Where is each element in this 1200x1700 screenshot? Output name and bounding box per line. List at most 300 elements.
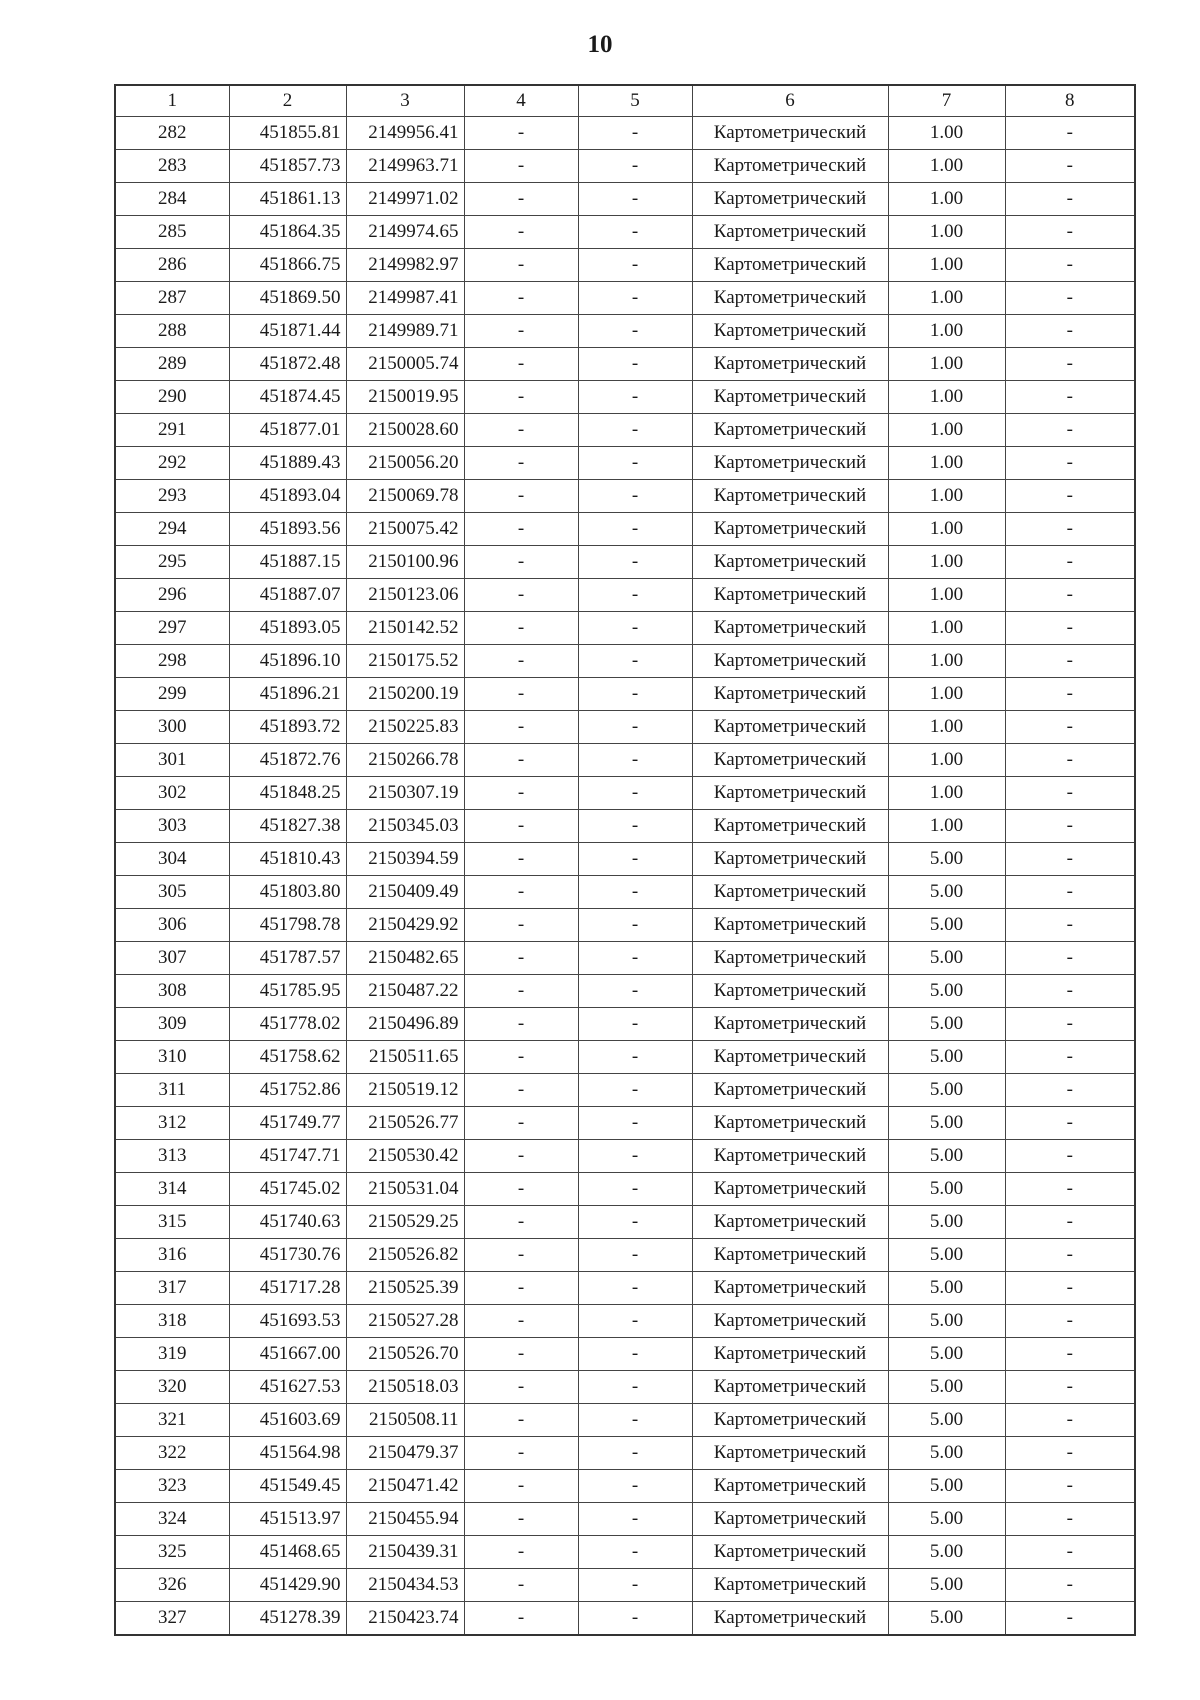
column-5-cell: - (578, 744, 692, 777)
point-number-cell: 324 (115, 1503, 229, 1536)
point-number-cell: 290 (115, 381, 229, 414)
accuracy-cell: 1.00 (888, 150, 1005, 183)
coordinate-x-cell: 451758.62 (229, 1041, 346, 1074)
point-number-cell: 303 (115, 810, 229, 843)
accuracy-cell: 1.00 (888, 810, 1005, 843)
method-cell: Картометрический (692, 1008, 888, 1041)
table-row (115, 1569, 1135, 1602)
point-number-cell: 312 (115, 1107, 229, 1140)
column-4-cell: - (464, 1008, 578, 1041)
accuracy-cell: 5.00 (888, 843, 1005, 876)
coordinate-y-cell: 2150225.83 (346, 711, 464, 744)
method-cell: Картометрический (692, 150, 888, 183)
point-number-cell: 326 (115, 1569, 229, 1602)
point-number-cell: 307 (115, 942, 229, 975)
header-cell: 1 (115, 85, 229, 117)
coordinate-y-cell: 2150526.77 (346, 1107, 464, 1140)
point-number-cell: 320 (115, 1371, 229, 1404)
table-row (115, 1470, 1135, 1503)
point-number-cell: 306 (115, 909, 229, 942)
column-5-cell: - (578, 1074, 692, 1107)
table-row (115, 1074, 1135, 1107)
method-cell: Картометрический (692, 777, 888, 810)
method-cell: Картометрический (692, 1569, 888, 1602)
column-5-cell: - (578, 678, 692, 711)
column-4-cell: - (464, 843, 578, 876)
point-number-cell: 317 (115, 1272, 229, 1305)
column-4-cell: - (464, 348, 578, 381)
column-8-cell: - (1005, 183, 1135, 216)
coordinate-y-cell: 2150345.03 (346, 810, 464, 843)
column-4-cell: - (464, 1602, 578, 1636)
method-cell: Картометрический (692, 1470, 888, 1503)
column-4-cell: - (464, 1140, 578, 1173)
column-8-cell: - (1005, 744, 1135, 777)
column-5-cell: - (578, 480, 692, 513)
column-4-cell: - (464, 1503, 578, 1536)
column-5-cell: - (578, 1437, 692, 1470)
accuracy-cell: 1.00 (888, 579, 1005, 612)
method-cell: Картометрический (692, 1536, 888, 1569)
table-row (115, 645, 1135, 678)
table-row (115, 216, 1135, 249)
column-5-cell: - (578, 1206, 692, 1239)
method-cell: Картометрический (692, 1239, 888, 1272)
method-cell: Картометрический (692, 1404, 888, 1437)
coordinate-y-cell: 2150423.74 (346, 1602, 464, 1636)
coordinate-y-cell: 2150028.60 (346, 414, 464, 447)
column-8-cell: - (1005, 348, 1135, 381)
coordinate-x-cell: 451857.73 (229, 150, 346, 183)
column-8-cell: - (1005, 546, 1135, 579)
table-row (115, 1602, 1135, 1636)
coordinate-y-cell: 2149974.65 (346, 216, 464, 249)
table-header-row (115, 85, 1135, 117)
accuracy-cell: 5.00 (888, 1272, 1005, 1305)
accuracy-cell: 1.00 (888, 480, 1005, 513)
column-5-cell: - (578, 381, 692, 414)
header-cell: 6 (692, 85, 888, 117)
coordinate-y-cell: 2150069.78 (346, 480, 464, 513)
coordinate-y-cell: 2149963.71 (346, 150, 464, 183)
coordinate-x-cell: 451745.02 (229, 1173, 346, 1206)
column-4-cell: - (464, 1239, 578, 1272)
accuracy-cell: 1.00 (888, 216, 1005, 249)
method-cell: Картометрический (692, 876, 888, 909)
column-8-cell: - (1005, 975, 1135, 1008)
column-4-cell: - (464, 249, 578, 282)
method-cell: Картометрический (692, 249, 888, 282)
method-cell: Картометрический (692, 282, 888, 315)
column-4-cell: - (464, 876, 578, 909)
column-5-cell: - (578, 348, 692, 381)
column-8-cell: - (1005, 249, 1135, 282)
coordinate-y-cell: 2149971.02 (346, 183, 464, 216)
method-cell: Картометрический (692, 810, 888, 843)
coordinate-y-cell: 2150496.89 (346, 1008, 464, 1041)
method-cell: Картометрический (692, 711, 888, 744)
table-row (115, 1239, 1135, 1272)
point-number-cell: 321 (115, 1404, 229, 1437)
column-8-cell: - (1005, 1173, 1135, 1206)
column-4-cell: - (464, 975, 578, 1008)
table-row (115, 1041, 1135, 1074)
point-number-cell: 291 (115, 414, 229, 447)
column-4-cell: - (464, 1338, 578, 1371)
column-4-cell: - (464, 513, 578, 546)
table-row (115, 711, 1135, 744)
column-8-cell: - (1005, 1437, 1135, 1470)
column-5-cell: - (578, 645, 692, 678)
column-4-cell: - (464, 1305, 578, 1338)
column-5-cell: - (578, 1008, 692, 1041)
accuracy-cell: 5.00 (888, 1239, 1005, 1272)
column-5-cell: - (578, 579, 692, 612)
method-cell: Картометрический (692, 381, 888, 414)
point-number-cell: 316 (115, 1239, 229, 1272)
column-5-cell: - (578, 942, 692, 975)
column-5-cell: - (578, 1602, 692, 1636)
column-4-cell: - (464, 645, 578, 678)
coordinate-y-cell: 2150511.65 (346, 1041, 464, 1074)
table-row (115, 315, 1135, 348)
column-8-cell: - (1005, 117, 1135, 150)
accuracy-cell: 1.00 (888, 777, 1005, 810)
column-4-cell: - (464, 1404, 578, 1437)
point-number-cell: 308 (115, 975, 229, 1008)
table-row (115, 546, 1135, 579)
accuracy-cell: 5.00 (888, 1041, 1005, 1074)
coordinate-y-cell: 2150200.19 (346, 678, 464, 711)
column-4-cell: - (464, 150, 578, 183)
method-cell: Картометрический (692, 744, 888, 777)
accuracy-cell: 1.00 (888, 348, 1005, 381)
coordinate-y-cell: 2150526.70 (346, 1338, 464, 1371)
column-8-cell: - (1005, 711, 1135, 744)
column-5-cell: - (578, 1470, 692, 1503)
accuracy-cell: 5.00 (888, 876, 1005, 909)
column-8-cell: - (1005, 843, 1135, 876)
accuracy-cell: 5.00 (888, 1470, 1005, 1503)
column-8-cell: - (1005, 810, 1135, 843)
header-cell: 7 (888, 85, 1005, 117)
coordinate-y-cell: 2150471.42 (346, 1470, 464, 1503)
coordinates-table (114, 84, 1136, 1636)
header-cell: 8 (1005, 85, 1135, 117)
point-number-cell: 322 (115, 1437, 229, 1470)
table-row (115, 1503, 1135, 1536)
coordinate-y-cell: 2150394.59 (346, 843, 464, 876)
column-4-cell: - (464, 1536, 578, 1569)
column-4-cell: - (464, 1206, 578, 1239)
column-4-cell: - (464, 942, 578, 975)
column-8-cell: - (1005, 1206, 1135, 1239)
column-4-cell: - (464, 1272, 578, 1305)
column-5-cell: - (578, 843, 692, 876)
accuracy-cell: 5.00 (888, 1140, 1005, 1173)
column-4-cell: - (464, 612, 578, 645)
coordinate-y-cell: 2150056.20 (346, 447, 464, 480)
coordinate-y-cell: 2149989.71 (346, 315, 464, 348)
column-5-cell: - (578, 1107, 692, 1140)
accuracy-cell: 1.00 (888, 249, 1005, 282)
coordinate-x-cell: 451827.38 (229, 810, 346, 843)
column-4-cell: - (464, 579, 578, 612)
point-number-cell: 304 (115, 843, 229, 876)
column-8-cell: - (1005, 1503, 1135, 1536)
coordinate-y-cell: 2150005.74 (346, 348, 464, 381)
column-8-cell: - (1005, 645, 1135, 678)
point-number-cell: 319 (115, 1338, 229, 1371)
table-row (115, 414, 1135, 447)
column-8-cell: - (1005, 381, 1135, 414)
header-cell: 2 (229, 85, 346, 117)
table-row (115, 249, 1135, 282)
method-cell: Картометрический (692, 1074, 888, 1107)
point-number-cell: 327 (115, 1602, 229, 1636)
accuracy-cell: 1.00 (888, 678, 1005, 711)
coordinate-y-cell: 2150409.49 (346, 876, 464, 909)
table-row (115, 1272, 1135, 1305)
accuracy-cell: 5.00 (888, 942, 1005, 975)
coordinate-x-cell: 451877.01 (229, 414, 346, 447)
table-row (115, 810, 1135, 843)
accuracy-cell: 5.00 (888, 1536, 1005, 1569)
accuracy-cell: 5.00 (888, 975, 1005, 1008)
column-5-cell: - (578, 1569, 692, 1602)
coordinate-y-cell: 2150019.95 (346, 381, 464, 414)
table-row (115, 447, 1135, 480)
column-5-cell: - (578, 447, 692, 480)
method-cell: Картометрический (692, 1503, 888, 1536)
accuracy-cell: 1.00 (888, 447, 1005, 480)
accuracy-cell: 5.00 (888, 1503, 1005, 1536)
coordinate-y-cell: 2150482.65 (346, 942, 464, 975)
column-8-cell: - (1005, 1140, 1135, 1173)
coordinate-x-cell: 451855.81 (229, 117, 346, 150)
coordinate-x-cell: 451872.76 (229, 744, 346, 777)
table-row (115, 1140, 1135, 1173)
method-cell: Картометрический (692, 1041, 888, 1074)
table-row (115, 1206, 1135, 1239)
point-number-cell: 285 (115, 216, 229, 249)
column-8-cell: - (1005, 1371, 1135, 1404)
accuracy-cell: 5.00 (888, 1338, 1005, 1371)
method-cell: Картометрический (692, 843, 888, 876)
method-cell: Картометрический (692, 216, 888, 249)
accuracy-cell: 5.00 (888, 1008, 1005, 1041)
accuracy-cell: 1.00 (888, 744, 1005, 777)
coordinate-x-cell: 451893.05 (229, 612, 346, 645)
accuracy-cell: 1.00 (888, 282, 1005, 315)
coordinate-y-cell: 2150508.11 (346, 1404, 464, 1437)
coordinate-y-cell: 2150100.96 (346, 546, 464, 579)
coordinate-y-cell: 2149956.41 (346, 117, 464, 150)
method-cell: Картометрический (692, 579, 888, 612)
column-5-cell: - (578, 414, 692, 447)
coordinate-x-cell: 451468.65 (229, 1536, 346, 1569)
column-5-cell: - (578, 249, 692, 282)
table-row (115, 282, 1135, 315)
column-8-cell: - (1005, 579, 1135, 612)
accuracy-cell: 5.00 (888, 1305, 1005, 1338)
column-4-cell: - (464, 1074, 578, 1107)
column-4-cell: - (464, 183, 578, 216)
point-number-cell: 299 (115, 678, 229, 711)
point-number-cell: 283 (115, 150, 229, 183)
coordinate-y-cell: 2150175.52 (346, 645, 464, 678)
method-cell: Картометрический (692, 645, 888, 678)
method-cell: Картометрический (692, 1206, 888, 1239)
coordinate-x-cell: 451803.80 (229, 876, 346, 909)
accuracy-cell: 1.00 (888, 645, 1005, 678)
method-cell: Картометрический (692, 1140, 888, 1173)
coordinate-x-cell: 451798.78 (229, 909, 346, 942)
column-8-cell: - (1005, 282, 1135, 315)
column-4-cell: - (464, 909, 578, 942)
point-number-cell: 325 (115, 1536, 229, 1569)
column-4-cell: - (464, 678, 578, 711)
accuracy-cell: 1.00 (888, 414, 1005, 447)
point-number-cell: 300 (115, 711, 229, 744)
accuracy-cell: 5.00 (888, 1437, 1005, 1470)
point-number-cell: 292 (115, 447, 229, 480)
column-8-cell: - (1005, 777, 1135, 810)
column-8-cell: - (1005, 480, 1135, 513)
column-8-cell: - (1005, 216, 1135, 249)
coordinate-x-cell: 451778.02 (229, 1008, 346, 1041)
coordinate-y-cell: 2150530.42 (346, 1140, 464, 1173)
column-8-cell: - (1005, 1338, 1135, 1371)
coordinate-x-cell: 451869.50 (229, 282, 346, 315)
accuracy-cell: 5.00 (888, 1107, 1005, 1140)
coordinate-x-cell: 451896.10 (229, 645, 346, 678)
coordinate-x-cell: 451787.57 (229, 942, 346, 975)
point-number-cell: 296 (115, 579, 229, 612)
table-row (115, 1107, 1135, 1140)
column-8-cell: - (1005, 1602, 1135, 1636)
point-number-cell: 314 (115, 1173, 229, 1206)
method-cell: Картометрический (692, 1173, 888, 1206)
point-number-cell: 313 (115, 1140, 229, 1173)
column-8-cell: - (1005, 1074, 1135, 1107)
coordinate-x-cell: 451889.43 (229, 447, 346, 480)
point-number-cell: 297 (115, 612, 229, 645)
column-5-cell: - (578, 513, 692, 546)
coordinate-x-cell: 451874.45 (229, 381, 346, 414)
table-row (115, 1536, 1135, 1569)
point-number-cell: 294 (115, 513, 229, 546)
table-row (115, 579, 1135, 612)
coordinate-x-cell: 451896.21 (229, 678, 346, 711)
column-8-cell: - (1005, 1569, 1135, 1602)
coordinate-x-cell: 451513.97 (229, 1503, 346, 1536)
accuracy-cell: 1.00 (888, 612, 1005, 645)
table-row (115, 381, 1135, 414)
accuracy-cell: 1.00 (888, 117, 1005, 150)
coordinate-y-cell: 2150266.78 (346, 744, 464, 777)
column-4-cell: - (464, 480, 578, 513)
coordinate-x-cell: 451872.48 (229, 348, 346, 381)
table-row (115, 348, 1135, 381)
coordinate-x-cell: 451693.53 (229, 1305, 346, 1338)
method-cell: Картометрический (692, 1305, 888, 1338)
table-row (115, 117, 1135, 150)
column-5-cell: - (578, 282, 692, 315)
accuracy-cell: 5.00 (888, 1404, 1005, 1437)
column-4-cell: - (464, 1041, 578, 1074)
accuracy-cell: 5.00 (888, 1074, 1005, 1107)
point-number-cell: 309 (115, 1008, 229, 1041)
table-row (115, 1338, 1135, 1371)
column-4-cell: - (464, 381, 578, 414)
point-number-cell: 305 (115, 876, 229, 909)
table-row (115, 513, 1135, 546)
column-4-cell: - (464, 414, 578, 447)
column-8-cell: - (1005, 1008, 1135, 1041)
table-row (115, 1305, 1135, 1338)
coordinate-y-cell: 2149982.97 (346, 249, 464, 282)
method-cell: Картометрический (692, 315, 888, 348)
point-number-cell: 323 (115, 1470, 229, 1503)
coordinate-y-cell: 2150429.92 (346, 909, 464, 942)
column-8-cell: - (1005, 150, 1135, 183)
coordinate-x-cell: 451747.71 (229, 1140, 346, 1173)
column-8-cell: - (1005, 1305, 1135, 1338)
column-8-cell: - (1005, 1107, 1135, 1140)
coordinate-x-cell: 451864.35 (229, 216, 346, 249)
coordinate-x-cell: 451564.98 (229, 1437, 346, 1470)
column-8-cell: - (1005, 1272, 1135, 1305)
point-number-cell: 315 (115, 1206, 229, 1239)
table-row (115, 150, 1135, 183)
coordinate-x-cell: 451740.63 (229, 1206, 346, 1239)
method-cell: Картометрический (692, 513, 888, 546)
header-cell: 4 (464, 85, 578, 117)
coordinate-y-cell: 2150439.31 (346, 1536, 464, 1569)
column-5-cell: - (578, 1140, 692, 1173)
column-4-cell: - (464, 447, 578, 480)
column-5-cell: - (578, 975, 692, 1008)
accuracy-cell: 5.00 (888, 1569, 1005, 1602)
point-number-cell: 286 (115, 249, 229, 282)
column-8-cell: - (1005, 876, 1135, 909)
coordinate-x-cell: 451893.72 (229, 711, 346, 744)
coordinate-y-cell: 2149987.41 (346, 282, 464, 315)
point-number-cell: 289 (115, 348, 229, 381)
point-number-cell: 310 (115, 1041, 229, 1074)
method-cell: Картометрический (692, 975, 888, 1008)
table-row (115, 1437, 1135, 1470)
column-4-cell: - (464, 1107, 578, 1140)
column-5-cell: - (578, 777, 692, 810)
column-5-cell: - (578, 1305, 692, 1338)
column-5-cell: - (578, 612, 692, 645)
column-4-cell: - (464, 711, 578, 744)
column-5-cell: - (578, 183, 692, 216)
coordinate-x-cell: 451871.44 (229, 315, 346, 348)
column-5-cell: - (578, 1371, 692, 1404)
method-cell: Картометрический (692, 1107, 888, 1140)
column-5-cell: - (578, 1503, 692, 1536)
coordinate-y-cell: 2150527.28 (346, 1305, 464, 1338)
column-8-cell: - (1005, 612, 1135, 645)
accuracy-cell: 1.00 (888, 711, 1005, 744)
coordinate-y-cell: 2150518.03 (346, 1371, 464, 1404)
column-8-cell: - (1005, 315, 1135, 348)
coordinate-x-cell: 451861.13 (229, 183, 346, 216)
column-8-cell: - (1005, 1470, 1135, 1503)
